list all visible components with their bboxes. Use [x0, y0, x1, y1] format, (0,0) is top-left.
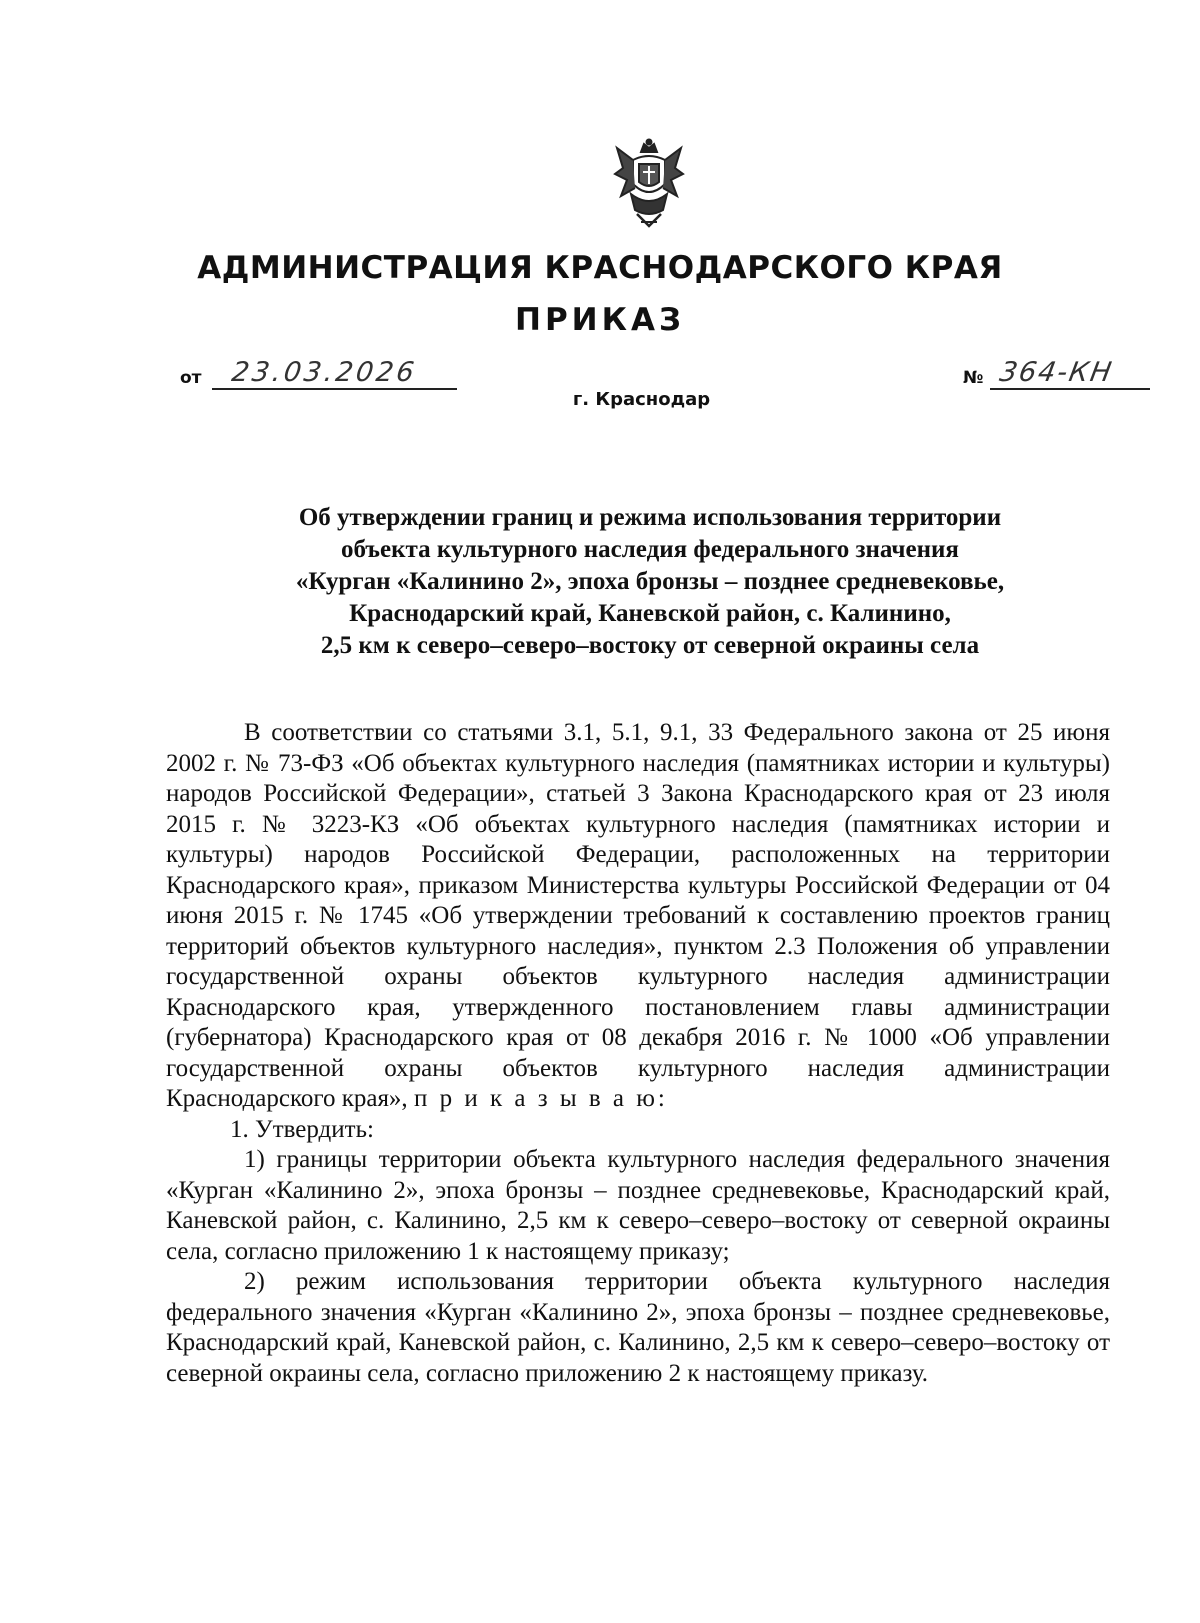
order-word: п р и к а з ы в а ю: — [413, 1085, 668, 1112]
item-1: 1. Утвердить: — [230, 1115, 374, 1143]
preamble-paragraph — [166, 718, 1110, 1115]
organization-title: АДМИНИСТРАЦИЯ КРАСНОДАРСКОГО КРАЯ — [197, 250, 1003, 286]
subject-line: объекта культурного наследия федерального значения — [341, 536, 959, 563]
preamble-text: В соответствии со статьями 3.1, 5.1, 9.1, 33 Федерального закона от 25 июня 2002 г. № 73-ФЗ «Об объектах культурного наследия (памятниках истории и культуры) народов Российской Федерации», статьей 3 Закона Краснодарского края от 23 июля 2015 г. № 3223-КЗ «Об объектах культурного наследия (памятниках истории и культуры) народов Российской Федерации, расположенных на территории Краснодарского края», приказом Министерства культуры Российской Федерации от 04 июня 2015 г. № 1745 «Об утверждении требований к составлению проектов границ территорий объектов культурного наследия», пунктом 2.3 Положения об управлении государственной охраны объектов культурного наследия администрации Краснодарского края, утвержденного постановлением главы администрации (губернатора) Краснодарского края от 08 декабря 2016 г. № 1000 «Об управлении государственной охраны объектов культурного наследия администрации Краснодарского края», — [166, 719, 1110, 1112]
document-body — [166, 718, 1110, 1389]
number-label: № — [963, 368, 984, 388]
subject-line: 2,5 км к северо–северо–востоку от северной окраины села — [320, 632, 980, 659]
city: г. Краснодар — [572, 389, 711, 410]
item-1-1: 1) границы территории объекта культурного наследия федерального значения «Курган «Калинино 2», эпоха бронзы – позднее средневековье, Краснодарский край, Каневской район, с. Калинино, 2,5 км к северо–северо–востоку от северной окраины села, согласно приложению 1 к настоящему приказу; — [166, 1146, 1110, 1265]
subject-line: Об утверждении границ и режима использования территории — [298, 504, 1002, 531]
date-label: от — [180, 368, 202, 388]
subject-line: Краснодарский край, Каневской район, с. Калинино, — [349, 600, 951, 627]
document-type: ПРИКАЗ — [515, 302, 685, 338]
subject-line: «Курган «Калинино 2», эпоха бронзы – позднее средневековье, — [295, 568, 1005, 595]
document-subject — [160, 502, 1140, 662]
krasnodar-krai-coat-of-arms-icon — [611, 138, 687, 230]
handwritten-number: 364-КН — [997, 357, 1116, 388]
handwritten-date: 23.03.2026 — [229, 357, 419, 388]
item-1-2: 2) режим использования территории объекта культурного наследия федерального значения «Курган «Калинино 2», эпоха бронзы – позднее средневековье, Краснодарский край, Каневской район, с. Калинино, 2,5 км к северо–северо–востоку от северной окраины села, согласно приложению 2 к настоящему приказу. — [166, 1268, 1110, 1387]
